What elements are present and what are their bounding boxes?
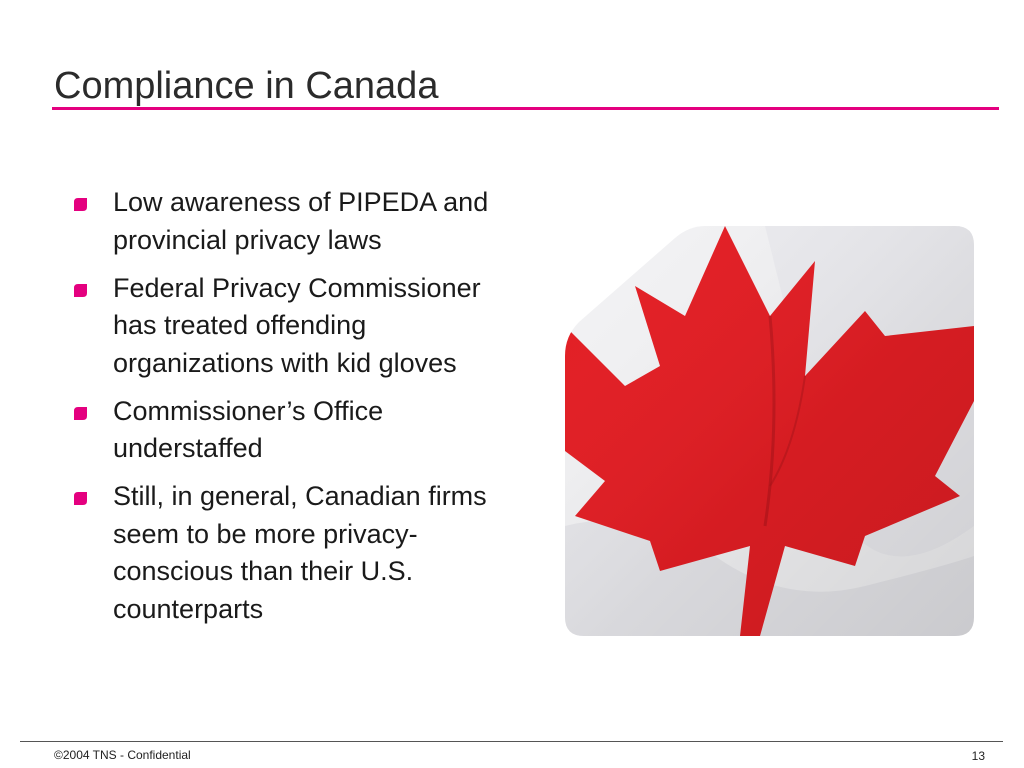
bullet-item [72, 184, 512, 259]
bullet-square-icon [74, 284, 87, 297]
canadian-flag-image [565, 226, 974, 636]
bullet-square-icon [74, 198, 87, 211]
title-divider [52, 107, 999, 110]
bullet-square-icon [74, 492, 87, 505]
bullet-item [72, 270, 512, 383]
bullet-list [72, 184, 512, 639]
bullet-text: Low awareness of PIPEDA and provincial privacy laws [113, 187, 489, 255]
page-number: 13 [971, 749, 985, 763]
bullet-text: Federal Privacy Commissioner has treated offending organizations with kid gloves [113, 272, 481, 378]
bullet-item [72, 393, 512, 468]
bullet-item [72, 478, 512, 628]
slide-title: Compliance in Canada [54, 65, 439, 107]
footer-copyright: ©2004 TNS - Confidential [54, 748, 191, 762]
bullet-text: Still, in general, Canadian firms seem to be more privacy-conscious than their U.S. counterparts [113, 481, 487, 624]
bullet-square-icon [74, 407, 87, 420]
footer-divider [20, 741, 1003, 742]
bullet-text: Commissioner’s Office understaffed [113, 395, 384, 463]
